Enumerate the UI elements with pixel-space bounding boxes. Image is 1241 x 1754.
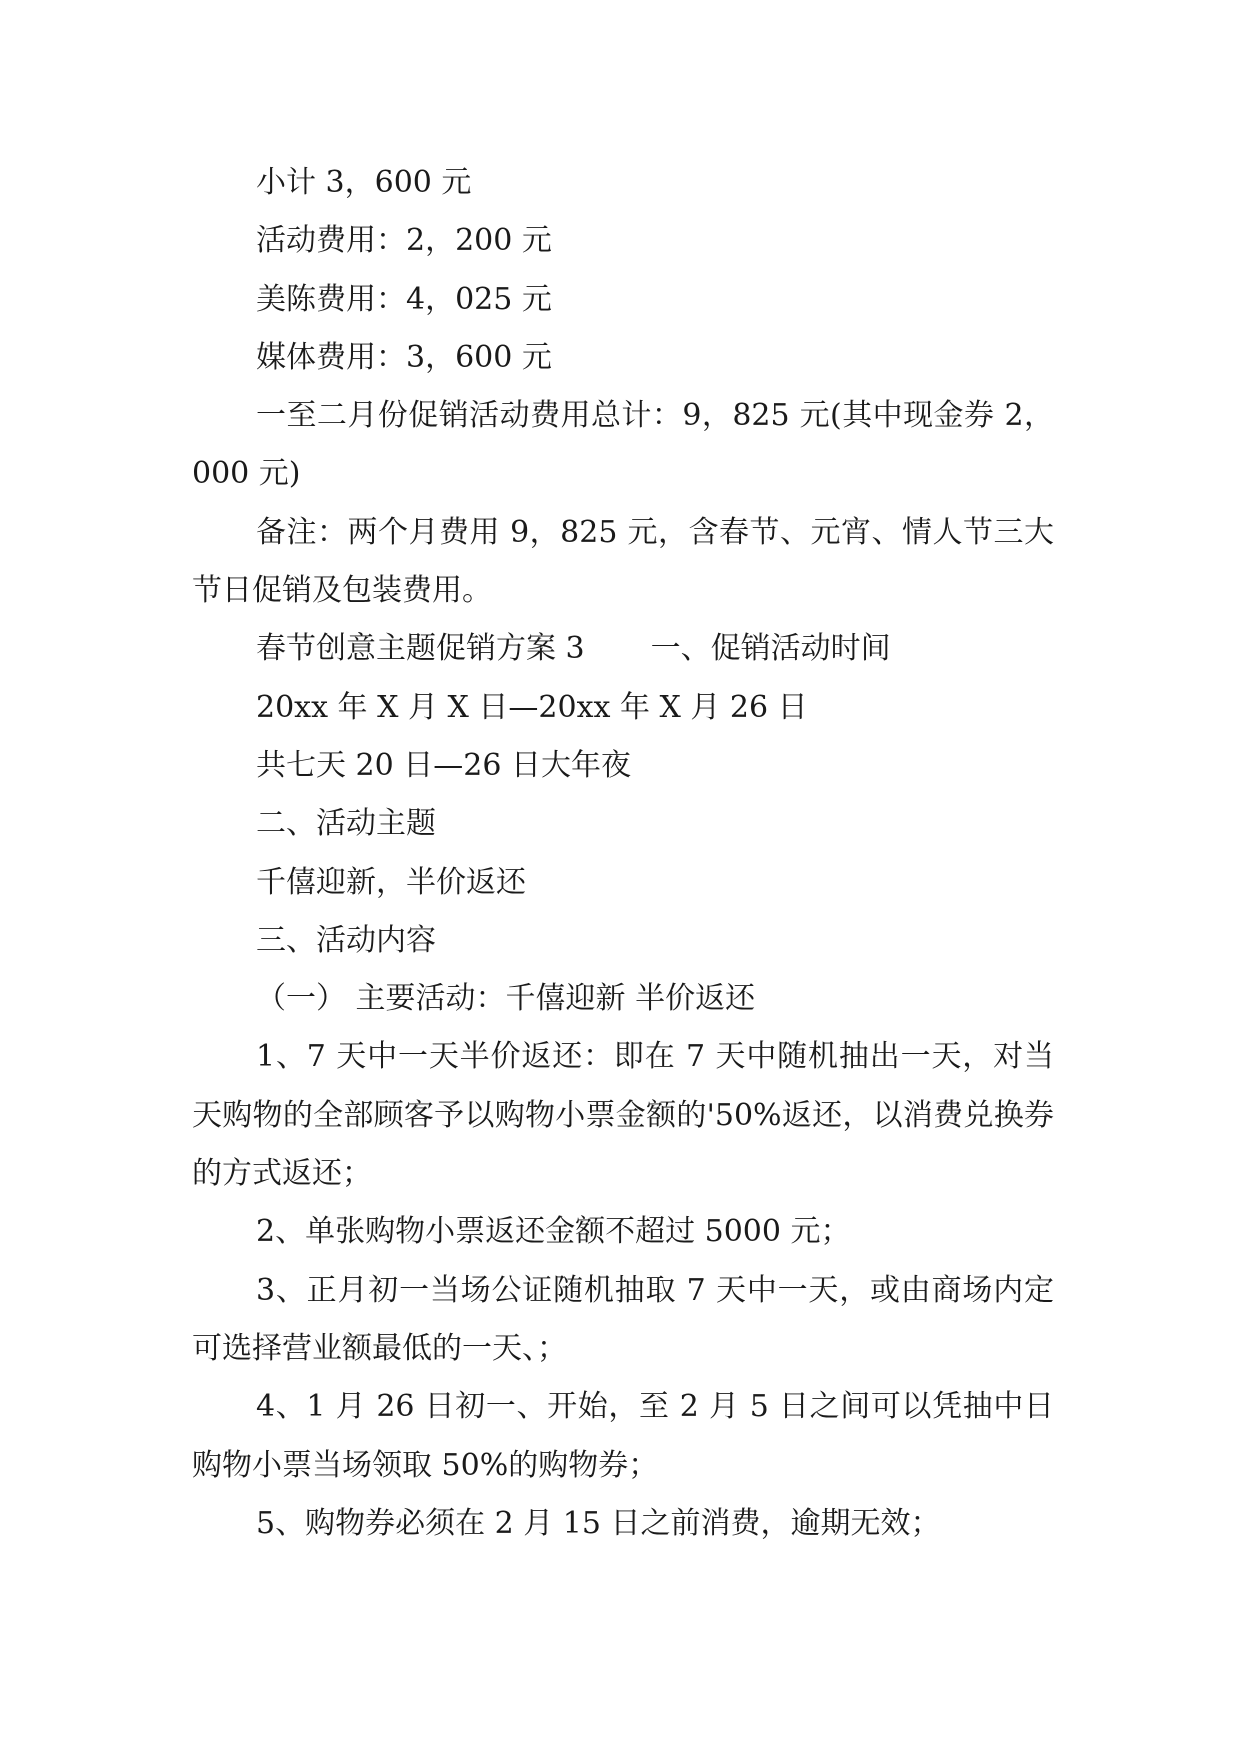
promotion-date-line: 20xx 年 X 月 X 日—20xx 年 X 月 26 日 <box>256 689 808 725</box>
section-three-heading: 三、活动内容 <box>256 922 436 958</box>
total-cost-paragraph: 一至二月份促销活动费用总计：9，825 元(其中现金券 2，000 元) <box>192 398 1054 492</box>
document-body <box>192 154 1054 1553</box>
section-one-heading: 一、促销活动时间 <box>650 631 891 667</box>
promotion-duration-line: 共七天 20 日—26 日大年夜 <box>256 747 631 783</box>
main-activity-heading: （一） 主要活动：千僖迎新 半价返还 <box>256 981 756 1017</box>
media-cost-line: 媒体费用：3，600 元 <box>256 339 552 375</box>
plan-title: 春节创意主题促销方案 3 <box>256 631 585 667</box>
rule-5-paragraph: 5、购物券必须在 2 月 15 日之前消费，逾期无效； <box>256 1505 941 1541</box>
plan-title-line <box>192 620 1054 678</box>
theme-line: 千僖迎新，半价返还 <box>256 864 526 900</box>
rule-3-paragraph: 3、正月初一当场公证随机抽取 7 天中一天，或由商场内定可选择营业额最低的一天、； <box>192 1272 1054 1366</box>
rule-1-paragraph: 1、7 天中一天半价返还：即在 7 天中随机抽出一天，对当天购物的全部顾客予以购物小票金额的'50%返还，以消费兑换券的方式返还； <box>192 1039 1054 1192</box>
rule-4-paragraph: 4、1 月 26 日初一、开始，至 2 月 5 日之间可以凭抽中日购物小票当场领取 50%的购物券； <box>192 1389 1054 1483</box>
remark-paragraph: 备注：两个月费用 9，825 元，含春节、元宵、情人节三大节日促销及包装费用。 <box>192 514 1054 609</box>
activity-cost-line: 活动费用：2，200 元 <box>256 223 552 259</box>
section-two-heading: 二、活动主题 <box>256 806 436 842</box>
rule-2-paragraph: 2、单张购物小票返还金额不超过 5000 元； <box>256 1214 851 1250</box>
display-cost-line: 美陈费用：4，025 元 <box>256 281 552 317</box>
subtotal-line: 小计 3，600 元 <box>256 165 472 200</box>
